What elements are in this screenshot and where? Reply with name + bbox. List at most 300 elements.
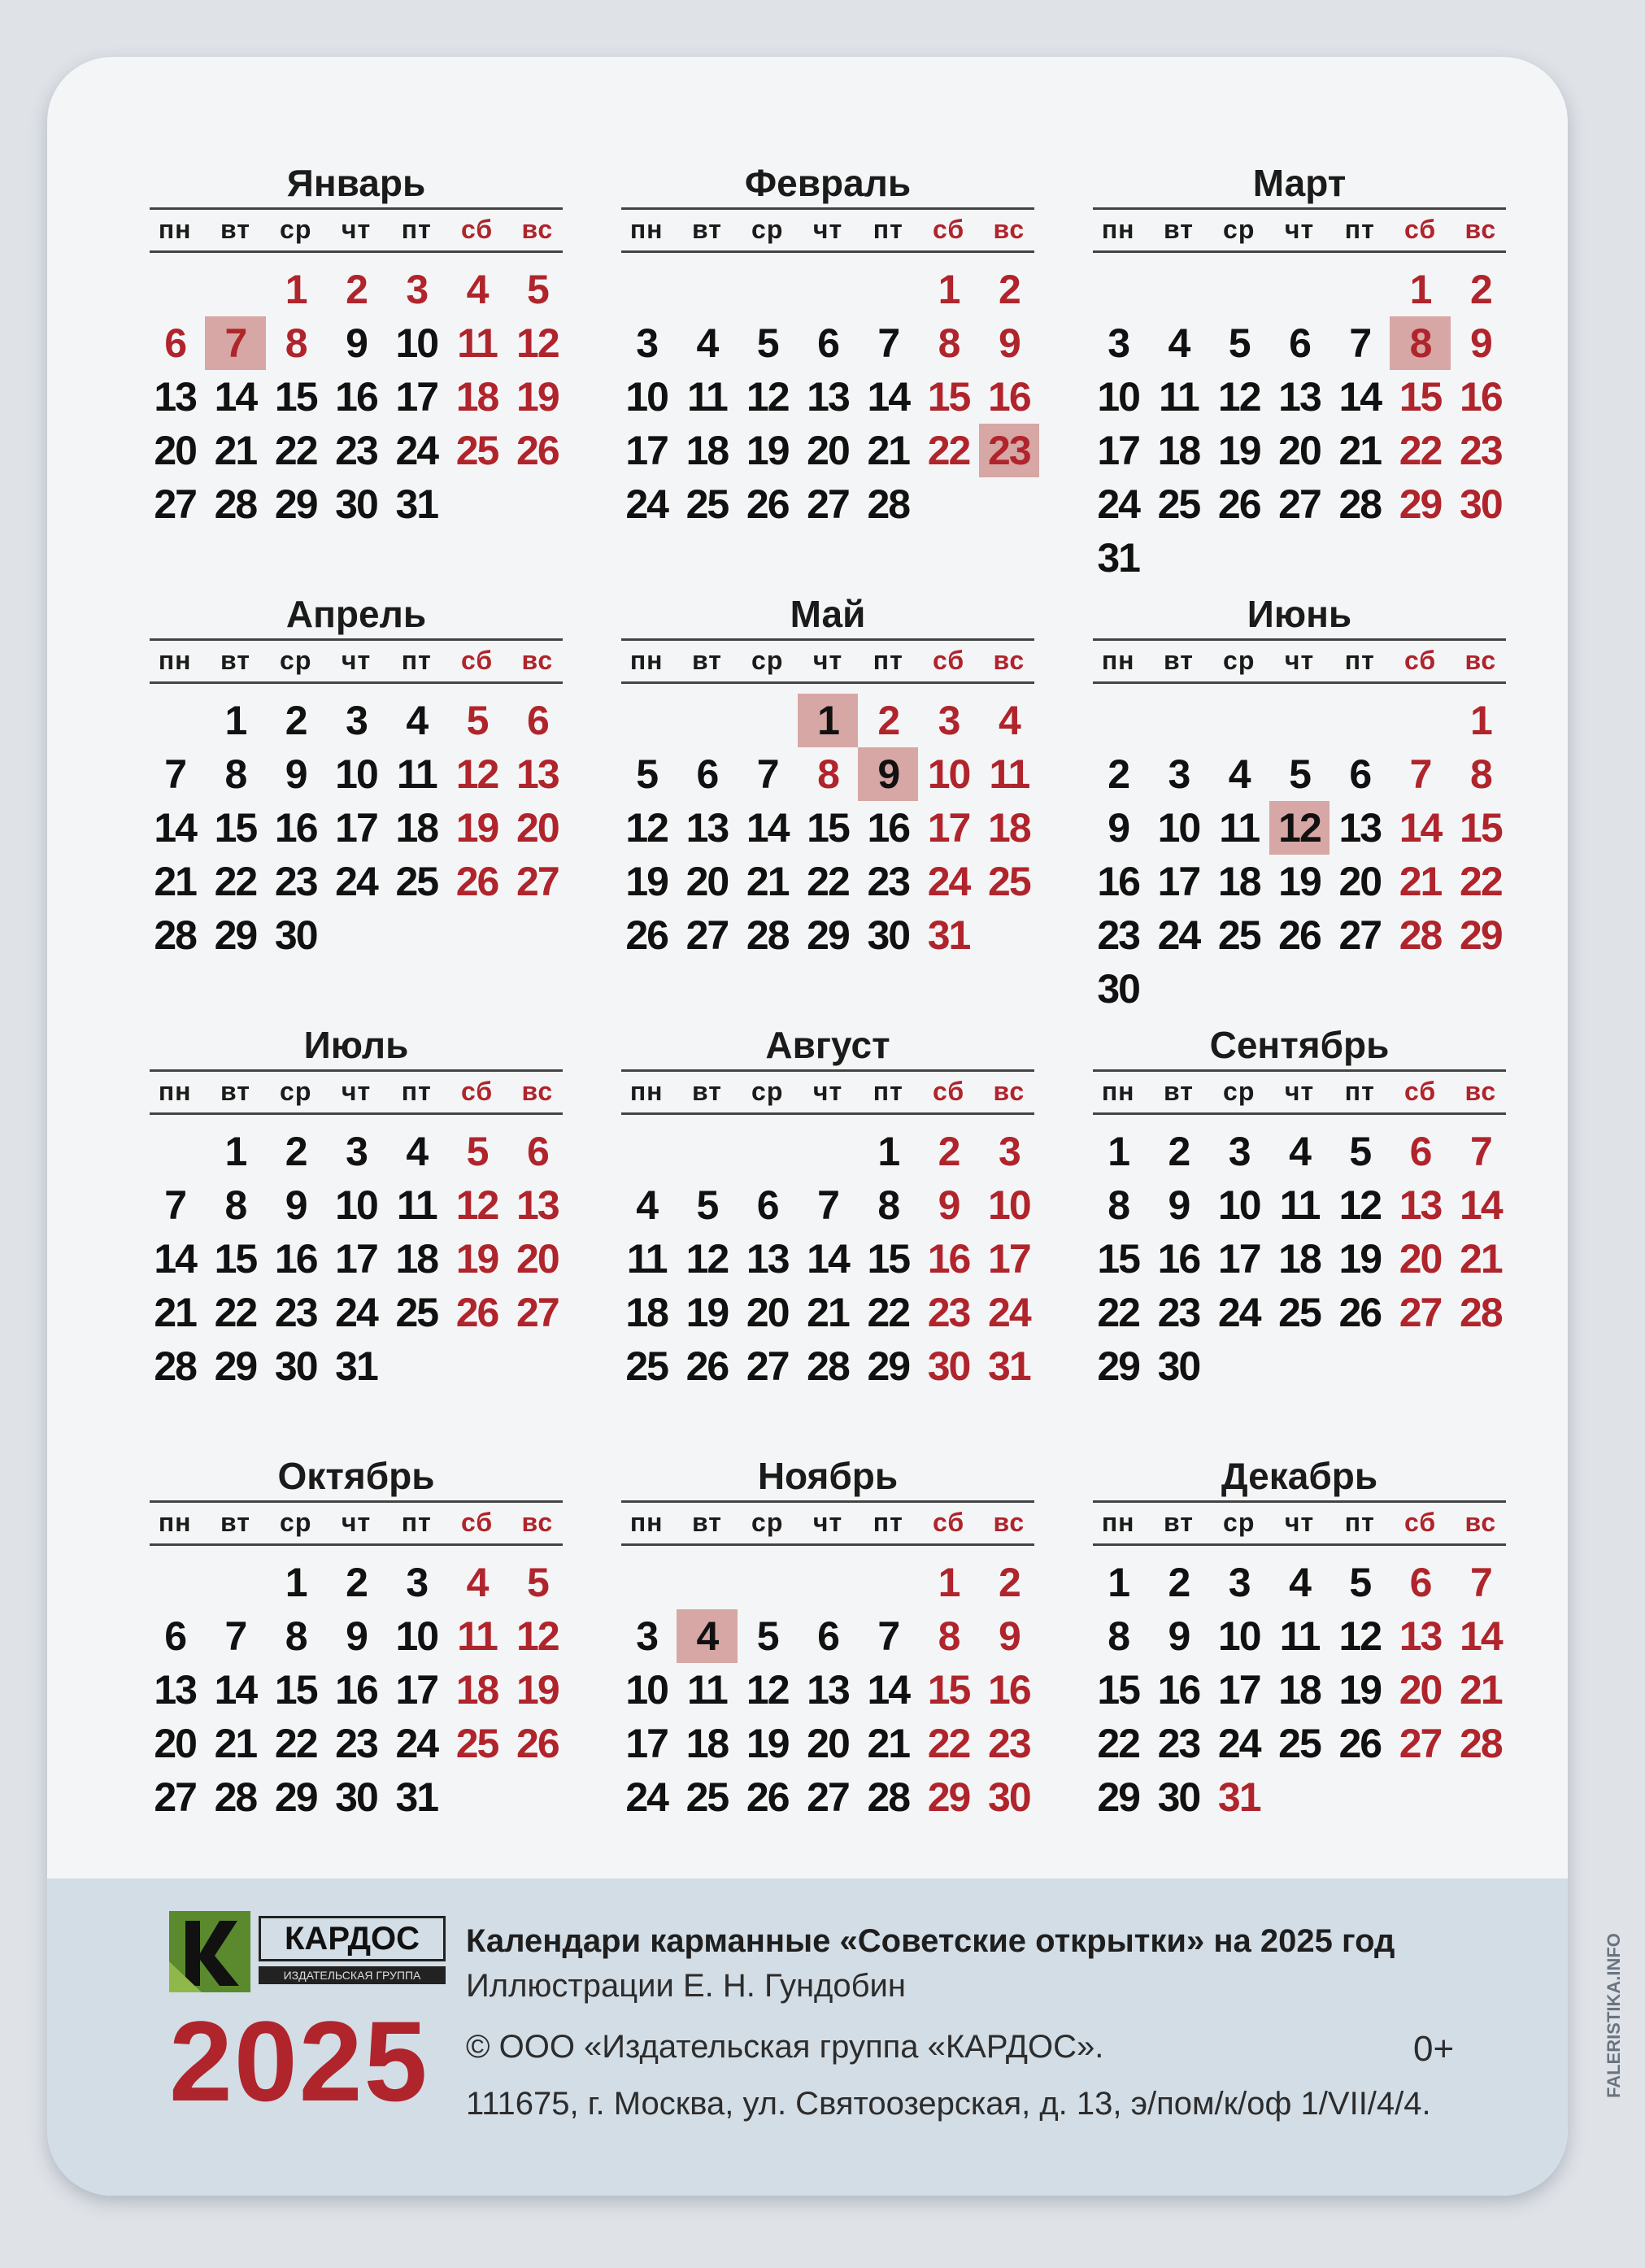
date-cell: 21 bbox=[867, 428, 910, 473]
date-cell: 30 bbox=[927, 1343, 970, 1389]
date-cell: 17 bbox=[335, 805, 377, 851]
date-cell: 8 bbox=[817, 751, 838, 797]
date-cell: 4 bbox=[466, 1560, 488, 1605]
weekday-header bbox=[145, 1072, 568, 1111]
date-cell: 23 bbox=[1157, 1721, 1200, 1766]
date-cell: 5 bbox=[1349, 1560, 1371, 1605]
date-cell: 12 bbox=[455, 1182, 498, 1228]
weekday-label: чт bbox=[341, 1077, 372, 1106]
date-cell: 1 bbox=[1108, 1560, 1129, 1605]
date-cell: 21 bbox=[867, 1721, 910, 1766]
date-cell: 7 bbox=[1349, 320, 1371, 366]
weekday-divider bbox=[150, 681, 563, 684]
weekday-label: чт bbox=[341, 1508, 372, 1537]
weekday-label: ср bbox=[751, 1077, 784, 1106]
weekday-label: сб bbox=[1403, 1508, 1437, 1537]
date-cell: 26 bbox=[1217, 481, 1260, 527]
date-cell: 23 bbox=[335, 428, 377, 473]
date-cell: 16 bbox=[867, 805, 910, 851]
date-cell: 28 bbox=[867, 1774, 910, 1820]
date-cell: 30 bbox=[1460, 481, 1502, 527]
date-cell: 11 bbox=[1158, 374, 1199, 420]
date-cell: 14 bbox=[867, 1667, 910, 1713]
month-block bbox=[145, 1021, 568, 1452]
date-cell: 27 bbox=[1399, 1721, 1442, 1766]
date-cell: 18 bbox=[988, 805, 1030, 851]
date-cell: 16 bbox=[335, 1667, 377, 1713]
date-cell: 24 bbox=[335, 859, 377, 904]
date-cell: 4 bbox=[696, 320, 718, 366]
date-cell: 14 bbox=[214, 374, 257, 420]
weekday-header bbox=[616, 1072, 1039, 1111]
date-cell: 12 bbox=[455, 751, 498, 797]
date-cell: 31 bbox=[335, 1343, 377, 1389]
empty-cell bbox=[1329, 263, 1390, 316]
weekday-label: ср bbox=[280, 646, 312, 675]
date-cell: 16 bbox=[335, 374, 377, 420]
weekday-header bbox=[1088, 641, 1511, 680]
date-cell: 27 bbox=[1278, 481, 1321, 527]
date-cell: 10 bbox=[1217, 1182, 1260, 1228]
weekday-label: чт bbox=[812, 215, 843, 244]
date-cell: 25 bbox=[1157, 481, 1200, 527]
date-cell: 26 bbox=[516, 428, 559, 473]
weekday-label: ср bbox=[1223, 1508, 1256, 1537]
date-cell: 14 bbox=[867, 374, 910, 420]
weekday-label: ср bbox=[280, 1508, 312, 1537]
date-cell: 22 bbox=[1097, 1290, 1139, 1335]
weekday-label: пт bbox=[873, 1077, 903, 1106]
weekday-divider bbox=[621, 681, 1034, 684]
date-cell: 24 bbox=[1217, 1721, 1260, 1766]
date-cell: 25 bbox=[1278, 1290, 1321, 1335]
date-cell: 5 bbox=[696, 1182, 718, 1228]
date-cell: 28 bbox=[1338, 481, 1382, 527]
weekday-divider bbox=[150, 1543, 563, 1546]
weekday-header bbox=[1088, 210, 1511, 249]
date-cell: 26 bbox=[746, 481, 789, 527]
month-name: Август bbox=[765, 1024, 890, 1066]
date-cell: 8 bbox=[224, 1182, 246, 1228]
date-cell: 11 bbox=[1219, 805, 1260, 851]
weekday-label: ср bbox=[751, 646, 784, 675]
date-cell: 18 bbox=[1278, 1667, 1321, 1713]
date-cell: 8 bbox=[285, 320, 307, 366]
footer-title: Календари карманные «Советские открытки» на 2025 год bbox=[466, 1923, 1395, 1959]
weekday-label: ср bbox=[751, 215, 784, 244]
date-cell: 27 bbox=[1399, 1290, 1442, 1335]
date-cell: 28 bbox=[1399, 912, 1442, 958]
weekday-label: пн bbox=[1101, 1077, 1135, 1106]
date-grid bbox=[616, 1125, 1039, 1393]
empty-cell bbox=[677, 1125, 737, 1178]
weekday-label: пт bbox=[1344, 1508, 1375, 1537]
date-cell: 11 bbox=[1279, 1182, 1320, 1228]
weekday-label: пт bbox=[401, 215, 432, 244]
year-label: 2025 bbox=[169, 1997, 429, 2125]
date-cell: 16 bbox=[988, 1667, 1030, 1713]
date-cell: 22 bbox=[1097, 1721, 1139, 1766]
date-cell: 29 bbox=[214, 1343, 257, 1389]
date-cell: 12 bbox=[516, 320, 559, 366]
date-cell: 23 bbox=[1460, 428, 1502, 473]
date-cell: 26 bbox=[746, 1774, 789, 1820]
date-cell: 27 bbox=[807, 481, 849, 527]
date-cell: 19 bbox=[516, 374, 559, 420]
date-cell: 10 bbox=[335, 1182, 377, 1228]
date-cell: 25 bbox=[1278, 1721, 1321, 1766]
date-cell: 4 bbox=[677, 1609, 737, 1663]
date-cell: 26 bbox=[625, 912, 668, 958]
date-cell: 12 bbox=[1269, 801, 1329, 855]
weekday-divider bbox=[150, 1112, 563, 1115]
date-cell: 8 bbox=[877, 1182, 899, 1228]
weekday-label: ср bbox=[1223, 215, 1256, 244]
date-cell: 29 bbox=[1399, 481, 1442, 527]
date-cell: 27 bbox=[685, 912, 729, 958]
empty-cell bbox=[616, 1556, 677, 1609]
date-cell: 26 bbox=[455, 859, 498, 904]
date-cell: 1 bbox=[798, 694, 858, 747]
logo-subtitle: ИЗДАТЕЛЬСКАЯ ГРУППА bbox=[259, 1966, 446, 1984]
date-cell: 12 bbox=[1338, 1613, 1382, 1659]
date-cell: 24 bbox=[1157, 912, 1200, 958]
date-cell: 21 bbox=[1460, 1667, 1502, 1713]
date-cell: 8 bbox=[1108, 1182, 1129, 1228]
date-cell: 7 bbox=[224, 1613, 246, 1659]
date-cell: 13 bbox=[1278, 374, 1321, 420]
date-cell: 18 bbox=[395, 1236, 438, 1282]
empty-cell bbox=[738, 694, 798, 747]
date-cell: 27 bbox=[154, 481, 196, 527]
date-cell: 1 bbox=[224, 698, 246, 743]
date-cell: 19 bbox=[1338, 1236, 1382, 1282]
date-cell: 4 bbox=[406, 1129, 428, 1174]
month-block bbox=[1088, 590, 1511, 1021]
weekday-label: чт bbox=[1284, 1077, 1315, 1106]
weekday-label: вс bbox=[993, 1508, 1025, 1537]
date-cell: 29 bbox=[927, 1774, 970, 1820]
weekday-label: вт bbox=[220, 215, 250, 244]
date-cell: 22 bbox=[927, 1721, 970, 1766]
date-cell: 2 bbox=[1168, 1129, 1190, 1174]
date-grid bbox=[1088, 263, 1511, 585]
date-cell: 23 bbox=[1097, 912, 1139, 958]
date-cell: 28 bbox=[746, 912, 789, 958]
weekday-label: сб bbox=[932, 646, 965, 675]
date-cell: 3 bbox=[1168, 751, 1190, 797]
empty-cell bbox=[145, 263, 205, 316]
date-cell: 3 bbox=[938, 698, 960, 743]
month-block bbox=[1088, 159, 1511, 590]
date-cell: 14 bbox=[1338, 374, 1382, 420]
weekday-header bbox=[1088, 1072, 1511, 1111]
date-cell: 4 bbox=[1168, 320, 1190, 366]
weekday-label: пн bbox=[1101, 215, 1135, 244]
date-cell: 26 bbox=[1278, 912, 1321, 958]
weekday-label: вт bbox=[691, 215, 722, 244]
date-cell: 19 bbox=[746, 428, 789, 473]
date-cell: 22 bbox=[1399, 428, 1442, 473]
month-name: Февраль bbox=[744, 162, 912, 204]
date-cell: 12 bbox=[746, 1667, 789, 1713]
date-cell: 30 bbox=[988, 1774, 1030, 1820]
weekday-label: пн bbox=[629, 1508, 664, 1537]
month-block bbox=[1088, 1452, 1511, 1883]
date-cell: 23 bbox=[867, 859, 910, 904]
date-cell: 5 bbox=[466, 1129, 488, 1174]
date-cell: 17 bbox=[1217, 1667, 1260, 1713]
weekday-label: чт bbox=[341, 646, 372, 675]
date-cell: 30 bbox=[1157, 1343, 1200, 1389]
date-cell: 30 bbox=[335, 481, 377, 527]
date-cell: 18 bbox=[1217, 859, 1260, 904]
date-cell: 20 bbox=[154, 1721, 196, 1766]
weekday-label: ср bbox=[1223, 646, 1256, 675]
date-cell: 15 bbox=[274, 374, 317, 420]
empty-cell bbox=[738, 263, 798, 316]
date-cell: 29 bbox=[274, 481, 317, 527]
date-cell: 6 bbox=[1409, 1560, 1431, 1605]
date-cell: 15 bbox=[1460, 805, 1502, 851]
empty-cell bbox=[798, 263, 858, 316]
date-cell: 1 bbox=[877, 1129, 899, 1174]
date-cell: 9 bbox=[938, 1182, 960, 1228]
date-cell: 5 bbox=[756, 1613, 778, 1659]
date-cell: 1 bbox=[938, 1560, 960, 1605]
date-cell: 5 bbox=[526, 1560, 548, 1605]
date-cell: 20 bbox=[516, 805, 559, 851]
weekday-divider bbox=[621, 1543, 1034, 1546]
date-grid bbox=[616, 263, 1039, 531]
date-cell: 16 bbox=[1157, 1236, 1200, 1282]
weekday-label: пт bbox=[1344, 215, 1375, 244]
weekday-label: сб bbox=[460, 1508, 494, 1537]
date-cell: 3 bbox=[346, 1129, 367, 1174]
date-cell: 19 bbox=[1217, 428, 1260, 473]
date-cell: 5 bbox=[1228, 320, 1250, 366]
date-cell: 24 bbox=[395, 428, 438, 473]
date-cell: 2 bbox=[285, 1129, 307, 1174]
date-cell: 14 bbox=[1399, 805, 1442, 851]
date-cell: 25 bbox=[685, 481, 729, 527]
date-cell: 24 bbox=[1097, 481, 1139, 527]
weekday-label: пт bbox=[873, 215, 903, 244]
date-cell: 2 bbox=[938, 1129, 960, 1174]
date-cell: 21 bbox=[1460, 1236, 1502, 1282]
weekday-label: пн bbox=[1101, 1508, 1135, 1537]
date-cell: 1 bbox=[224, 1129, 246, 1174]
date-cell: 31 bbox=[1217, 1774, 1260, 1820]
date-cell: 21 bbox=[746, 859, 789, 904]
date-cell: 3 bbox=[1228, 1129, 1250, 1174]
date-cell: 20 bbox=[1399, 1236, 1442, 1282]
date-cell: 28 bbox=[807, 1343, 849, 1389]
date-grid bbox=[616, 1556, 1039, 1824]
month-block bbox=[616, 590, 1039, 1021]
weekday-label: сб bbox=[932, 1077, 965, 1106]
weekday-label: пн bbox=[158, 646, 192, 675]
empty-cell bbox=[205, 263, 265, 316]
weekday-label: чт bbox=[1284, 646, 1315, 675]
date-cell: 6 bbox=[817, 1613, 838, 1659]
date-cell: 13 bbox=[746, 1236, 789, 1282]
date-cell: 30 bbox=[867, 912, 910, 958]
date-cell: 17 bbox=[927, 805, 970, 851]
date-cell: 20 bbox=[746, 1290, 789, 1335]
date-cell: 7 bbox=[164, 751, 186, 797]
date-cell: 11 bbox=[686, 374, 727, 420]
date-cell: 2 bbox=[1469, 267, 1491, 312]
empty-cell bbox=[677, 263, 737, 316]
date-cell: 2 bbox=[1108, 751, 1129, 797]
weekday-label: пн bbox=[158, 1077, 192, 1106]
date-cell: 10 bbox=[1217, 1613, 1260, 1659]
month-name: Январь bbox=[286, 162, 426, 204]
footer-illustrator: Иллюстрации Е. Н. Гундобин bbox=[466, 1968, 906, 2004]
date-cell: 20 bbox=[154, 428, 196, 473]
weekday-label: вт bbox=[1163, 1077, 1194, 1106]
date-cell: 17 bbox=[625, 428, 668, 473]
date-cell: 4 bbox=[1289, 1560, 1310, 1605]
date-cell: 19 bbox=[455, 1236, 498, 1282]
date-cell: 14 bbox=[1460, 1182, 1502, 1228]
weekday-label: пн bbox=[158, 1508, 192, 1537]
date-grid bbox=[145, 1125, 568, 1393]
empty-cell bbox=[858, 263, 918, 316]
date-cell: 7 bbox=[877, 1613, 899, 1659]
date-cell: 12 bbox=[1338, 1182, 1382, 1228]
month-name: Июнь bbox=[1247, 593, 1352, 635]
date-cell: 4 bbox=[466, 267, 488, 312]
weekday-label: вт bbox=[220, 646, 250, 675]
date-cell: 20 bbox=[807, 428, 849, 473]
date-cell: 27 bbox=[746, 1343, 789, 1389]
date-cell: 23 bbox=[274, 859, 317, 904]
date-cell: 18 bbox=[685, 1721, 729, 1766]
weekday-header bbox=[616, 210, 1039, 249]
weekday-label: чт bbox=[812, 646, 843, 675]
weekday-label: пн bbox=[629, 1077, 664, 1106]
date-cell: 22 bbox=[867, 1290, 910, 1335]
weekday-label: ср bbox=[280, 1077, 312, 1106]
weekday-label: пн bbox=[629, 215, 664, 244]
month-block bbox=[145, 159, 568, 590]
weekday-label: сб bbox=[1403, 215, 1437, 244]
date-cell: 20 bbox=[685, 859, 729, 904]
date-cell: 13 bbox=[154, 1667, 196, 1713]
date-cell: 8 bbox=[1390, 316, 1450, 370]
month-name: Июль bbox=[303, 1024, 409, 1066]
date-cell: 6 bbox=[696, 751, 718, 797]
date-cell: 20 bbox=[1399, 1667, 1442, 1713]
date-cell: 21 bbox=[214, 428, 257, 473]
date-cell: 1 bbox=[285, 1560, 307, 1605]
date-cell: 20 bbox=[516, 1236, 559, 1282]
date-cell: 24 bbox=[335, 1290, 377, 1335]
date-cell: 13 bbox=[154, 374, 196, 420]
empty-cell bbox=[677, 1556, 737, 1609]
date-cell: 23 bbox=[979, 424, 1039, 477]
calendar-grid bbox=[145, 159, 1511, 1883]
date-cell: 31 bbox=[395, 1774, 438, 1820]
date-cell: 18 bbox=[395, 805, 438, 851]
date-cell: 24 bbox=[927, 859, 970, 904]
date-cell: 15 bbox=[807, 805, 849, 851]
date-cell: 12 bbox=[625, 805, 668, 851]
date-cell: 10 bbox=[927, 751, 970, 797]
weekday-label: пт bbox=[401, 646, 432, 675]
empty-cell bbox=[1209, 694, 1269, 747]
date-cell: 31 bbox=[988, 1343, 1030, 1389]
weekday-label: ср bbox=[751, 1508, 784, 1537]
date-cell: 13 bbox=[807, 374, 849, 420]
weekday-header bbox=[145, 210, 568, 249]
date-cell: 5 bbox=[526, 267, 548, 312]
weekday-label: вт bbox=[691, 1508, 722, 1537]
date-cell: 9 bbox=[1168, 1613, 1190, 1659]
date-grid bbox=[145, 1556, 568, 1824]
date-cell: 10 bbox=[1157, 805, 1200, 851]
month-name: Апрель bbox=[285, 593, 427, 635]
date-cell: 18 bbox=[455, 374, 498, 420]
date-cell: 21 bbox=[214, 1721, 257, 1766]
date-cell: 27 bbox=[516, 859, 559, 904]
date-cell: 31 bbox=[1097, 535, 1139, 581]
date-cell: 15 bbox=[214, 1236, 257, 1282]
weekday-label: пт bbox=[1344, 1077, 1375, 1106]
date-cell: 8 bbox=[285, 1613, 307, 1659]
empty-cell bbox=[1390, 694, 1450, 747]
date-cell: 7 bbox=[877, 320, 899, 366]
date-cell: 14 bbox=[154, 1236, 196, 1282]
date-cell: 25 bbox=[625, 1343, 668, 1389]
date-cell: 16 bbox=[1157, 1667, 1200, 1713]
date-cell: 13 bbox=[807, 1667, 849, 1713]
date-cell: 23 bbox=[1157, 1290, 1200, 1335]
month-name: Май bbox=[790, 593, 866, 635]
weekday-label: вс bbox=[521, 646, 554, 675]
date-cell: 25 bbox=[988, 859, 1030, 904]
date-cell: 23 bbox=[927, 1290, 970, 1335]
date-cell: 15 bbox=[927, 1667, 970, 1713]
weekday-label: пн bbox=[629, 646, 664, 675]
weekday-label: вт bbox=[1163, 215, 1194, 244]
date-cell: 3 bbox=[406, 267, 428, 312]
month-block bbox=[616, 159, 1039, 590]
empty-cell bbox=[145, 694, 205, 747]
empty-cell bbox=[858, 1556, 918, 1609]
date-cell: 18 bbox=[1278, 1236, 1321, 1282]
date-cell: 28 bbox=[1460, 1290, 1502, 1335]
date-cell: 19 bbox=[1338, 1667, 1382, 1713]
empty-cell bbox=[616, 694, 677, 747]
date-cell: 1 bbox=[938, 267, 960, 312]
empty-cell bbox=[1329, 694, 1390, 747]
weekday-label: вс bbox=[1464, 1077, 1497, 1106]
date-cell: 17 bbox=[1097, 428, 1139, 473]
date-cell: 6 bbox=[1349, 751, 1371, 797]
date-cell: 9 bbox=[998, 1613, 1020, 1659]
date-cell: 27 bbox=[154, 1774, 196, 1820]
weekday-header bbox=[1088, 1503, 1511, 1542]
weekday-divider bbox=[1093, 1543, 1506, 1546]
date-cell: 27 bbox=[516, 1290, 559, 1335]
date-cell: 26 bbox=[1338, 1290, 1382, 1335]
date-cell: 14 bbox=[746, 805, 789, 851]
date-cell: 10 bbox=[988, 1182, 1030, 1228]
weekday-divider bbox=[1093, 250, 1506, 253]
